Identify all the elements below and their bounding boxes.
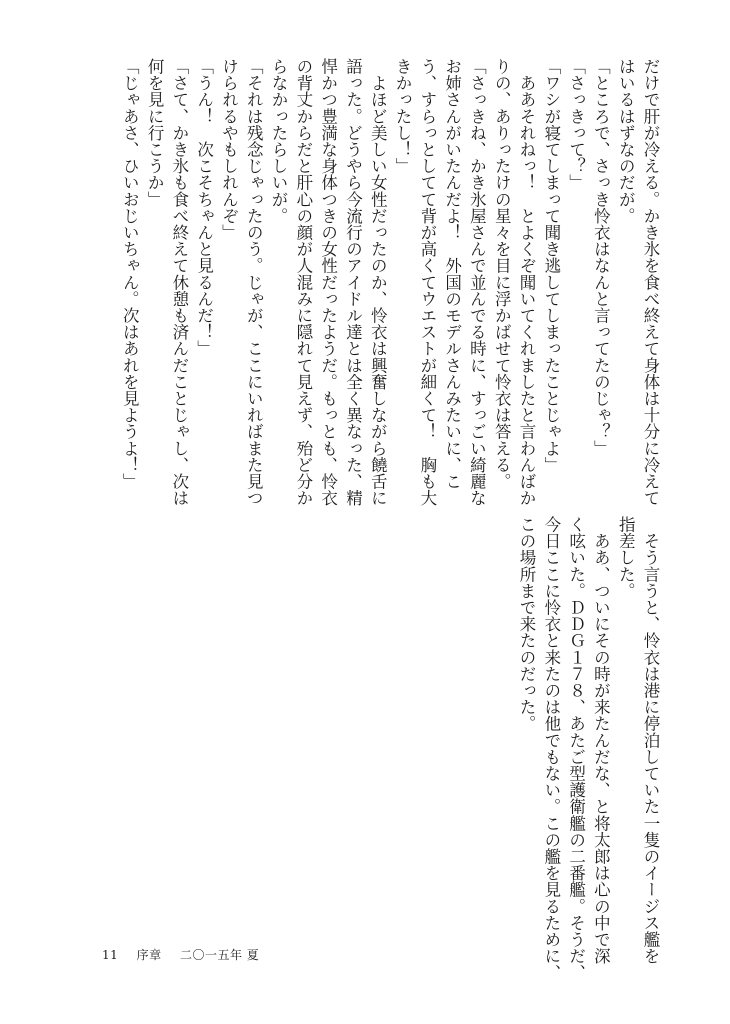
upper-text-block bbox=[82, 58, 662, 507]
text-line: お姉さんがいたんだよ！ 外国のモデルさんみたいに、こ bbox=[442, 58, 462, 490]
text-line: この場所まで来たのだった。 bbox=[517, 516, 537, 732]
text-line: う、すらっとしてて背が高くてウエストが細くて！ 胸も大 bbox=[417, 58, 437, 507]
text-line: 指差した。 bbox=[616, 516, 636, 599]
text-line: だけで肝が冷える。かき氷を食べ終えて身体は十分に冷えて bbox=[641, 58, 660, 507]
text-line: ああ、ついにその時が来たんだな、と将太郎は心の中で深 bbox=[591, 516, 611, 965]
text-line: けられるやもしれんぞ」 bbox=[219, 58, 239, 241]
text-line: の背丈からだと肝心の顔が人混みに隠れて見えず、殆ど分か bbox=[293, 58, 313, 507]
page-number: 11 bbox=[102, 948, 119, 962]
text-line: はいるはずなのだが。 bbox=[616, 58, 636, 224]
text-line: 「じゃあさ、ひいおじいちゃん。次はあれを見ようよ！」 bbox=[120, 58, 140, 490]
text-line: きかったし！」 bbox=[393, 58, 413, 175]
text-line: 悍かつ豊満な身体つきの女性だったようだ。もっとも、怜衣 bbox=[318, 58, 338, 507]
text-line: 「ワシが寝てしまって聞き逃してしまったことじゃよ」 bbox=[541, 58, 561, 473]
text-line: りの、ありったけの星々を目に浮かばせて怜衣は答える。 bbox=[492, 58, 512, 490]
text-line: 「さて、かき氷も食べ終えて休憩も済んだことじゃし、次は bbox=[169, 58, 189, 507]
text-line: 「それは残念じゃったのう。じゃが、ここにいればまた見つ bbox=[244, 58, 264, 507]
text-line: 語った。どうやら今流行のアイドル達とは全く異なった、精 bbox=[343, 58, 363, 507]
section-title: 二〇一五年 夏 bbox=[179, 948, 260, 962]
lower-text-block bbox=[457, 516, 662, 981]
text-line: 何を見に行こうか」 bbox=[145, 58, 165, 208]
text-line: 「ところで、さっき怜衣はなんと言ってたのじゃ？」 bbox=[591, 58, 611, 457]
text-line: そう言うと、怜衣は港に停泊していた一隻のイージス艦を bbox=[641, 516, 660, 965]
chapter-title: 序章 bbox=[136, 948, 162, 962]
text-line: 「さっきね、かき氷屋さんで並んでる時に、すっごい綺麗な bbox=[467, 58, 487, 507]
text-line: く呟いた。ＤＤＧ１７８、あたご型護衛艦の二番艦。そうだ、 bbox=[566, 516, 586, 981]
text-line: 「うん！ 次こそちゃんと見るんだ！」 bbox=[194, 58, 214, 357]
text-line: よほど美しい女性だったのか、怜衣は興奮しながら饒舌に bbox=[368, 58, 388, 507]
text-line: らなかったらしいが。 bbox=[269, 58, 289, 224]
text-line: 今日ここに怜衣と来たのは他でもない。この艦を見るために、 bbox=[541, 516, 561, 981]
text-line: 「さっきって？」 bbox=[566, 58, 586, 191]
text-line: ああそれねっ！ とよくぞ聞いてくれましたと言わんばか bbox=[517, 58, 537, 507]
page-footer bbox=[102, 946, 273, 963]
